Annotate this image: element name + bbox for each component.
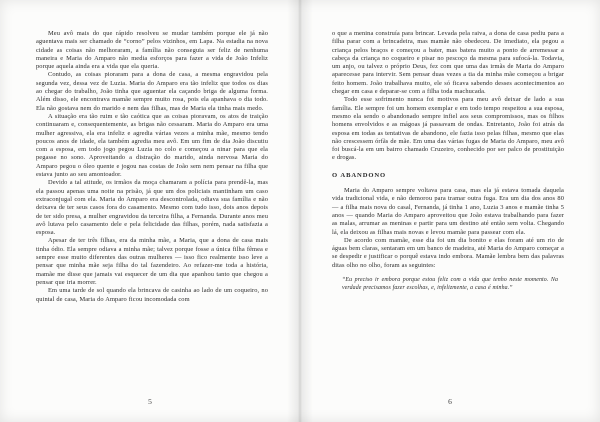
section-heading: O ABANDONO [332,171,387,179]
page-right-text [332,30,564,292]
paragraph: o que a menina construía para brincar. Levada pela raiva, a dona de casa pediu para a filha parar com a brincadeira, mas mamãe não obedeceu. De imediato, ela pegou a criança pelos braços e começou a bater, mas batera muito a ponto de arremessar a cabeça da criança no coqueiro e pisar no pescoço da mesma para sufocá-la. Todavia, um anjo, ou talvez o próprio Deus, fez com que uma das irmãs de Maria do Amparo aparecesse para intervir. Sem pensar duas vezes a tia da minha mãe começou a brigar feito homem. João trabalhava muito, ele só ficava sabendo desses acontecimentos ao chegar em casa e deparar-se com a filha toda machucada. [332,30,564,96]
paragraph: Devido a tal atitude, os irmãos da moça chamaram a polícia para prendê-la, mas ela passou apenas uma noite na prisão, já que um dos policiais mantinham um caso extraconjugal com ela. Maria do Amparo era descontrolada, odiava sua família e não deixava de ter seus casos fora do casamento. Mesmo com tudo isso, dois anos depois de ter sido presa, a mulher engravidou da terceira filha, a Fernanda. Durante anos meu avô lutava pelo casamento dele e pela felicidade das filhas, porém, nada satisfazia a esposa. [36,179,268,237]
paragraph: De acordo com mamãe, esse dia foi um dia bonito e elas foram até um rio de águas bem claras, sentaram em um banco de madeira, até Maria do Amparo começar a se despedir e justificar o porquê estava indo embora. Mamãe lembra bem das palavras ditas olho no olho, foram as seguintes: [332,236,564,269]
page-right [300,0,600,422]
paragraph: Meu avô mais do que rápido resolveu se mudar também porque ele já não aguentava mais ser chamado de “corno” pelos vizinhos, em Lapa. Na estadia na nova cidade as coisas não melhoraram, a família não conseguia ser feliz de nenhuma maneira e Maria do Amparo não media esforços para fazer a vida de João Infeliz porque aquela ainda era a vida que ela queria. [36,30,268,71]
paragraph: Contudo, as coisas pioraram para a dona de casa, a mesma engravidou pela segunda vez, dessa vez de Luzia. Maria do Amparo era tão infeliz que todos os dias ao chegar do trabalho, João tinha que aguentar ela caçando briga de alguma forma. Além disso, ele encontrava mamãe sempre muito rosa, pois ela apanhava o dia todo. Ela não gostava nem do marido e nem das filhas, mas de Maria ela tinha mais medo. [36,71,268,112]
paragraph: A situação era tão ruim e tão caótica que as coisas pioravam, os atos de traição continuaram e, consequentemente, as brigas não cessaram. Maria do Amparo era uma mulher agressiva, ela era infeliz e agredia várias vezes a minha mãe, mesmo tendo poucos anos de idade, ela também agredia meu avô. Em um fim de dia João discutiu com a esposa, em todo jogo pegou Luzia no colo e começou a ninar para que ela pegasse no sono. Aproveitando a distração do marido, ainda nervosa Maria do Amparo pegou o óleo quente e jogou nas costas de João sem nem pensar na filha que estava junto ao seu amontoador. [36,112,268,179]
paragraph: Em uma tarde de sol quando ela brincava de casinha ao lado de um coqueiro, no quintal de casa, Maria do Amparo ficou incomodada com [36,287,268,303]
paragraph: Apesar de ter três filhas, era da minha mãe, a Maria, que a dona de casa mais tinha ódio. Ela sempre odiava a minha mãe; talvez porque fosse a única filha fêmea e sempre esse muito diferentes das outras mulheres — isso fico realmente isso leve a pensar que minha mãe seja filha do tal fazendeiro. Ao refazer-me toda a história, mamãe me disse que jamais vai esquecer de um dia que apanhou tanto que chegou a pensar que iria morrer. [36,237,268,286]
paragraph: Todo esse sofrimento nunca foi motivos para meu avô deixar de lado a sua família. Ele sempre foi um homem exemplar e em todo tempo respeitou a sua esposa, mesmo ela sendo o abandonado sempre infiel aos seus compromissos, mas os filhos homens envolvidos e as mágoas já passavam de ondas. Entretanto, João foi atrás da esposa em todas as tentativas de abandono, ele fazia isso pelas filhas, mesmo que elas não crescessem órfãs de mãe. Em uma das várias fugas de Maria do Amparo, meu avô foi buscá-la em um bairro chamado Cruzeiro, conhecido por ser palco de prostituição e drogas. [332,96,564,162]
block-quote: “Eu preciso ir embora porque estou feliz com a vida que tenho neste momento. Na verdade precisamos fazer escolhas, e, infelizmente, a casa é minha.” [342,277,558,291]
page-number-right: 6 [448,397,452,406]
page-number-left: 5 [148,397,152,406]
page-left-text [36,30,268,304]
paragraph: Maria do Amparo sempre voltava para casa, mas ela já estava tomada daquela vida tradicional vida, e não demorou para tramar outra fuga. Era um dia dos anos 80 — a filha mais nova do casal, Fernanda, já tinha 1 ano, Luzia 3 anos e mamãe tinha 5 anos — quando Maria do Amparo aproveitou que João estava trabalhando para fazer as malas, arrumar as meninas e partir para um destino até então sem volta. Chegando lá, ela deixou as filhas mais novas e levou mamãe para passear com ela. [332,187,564,236]
